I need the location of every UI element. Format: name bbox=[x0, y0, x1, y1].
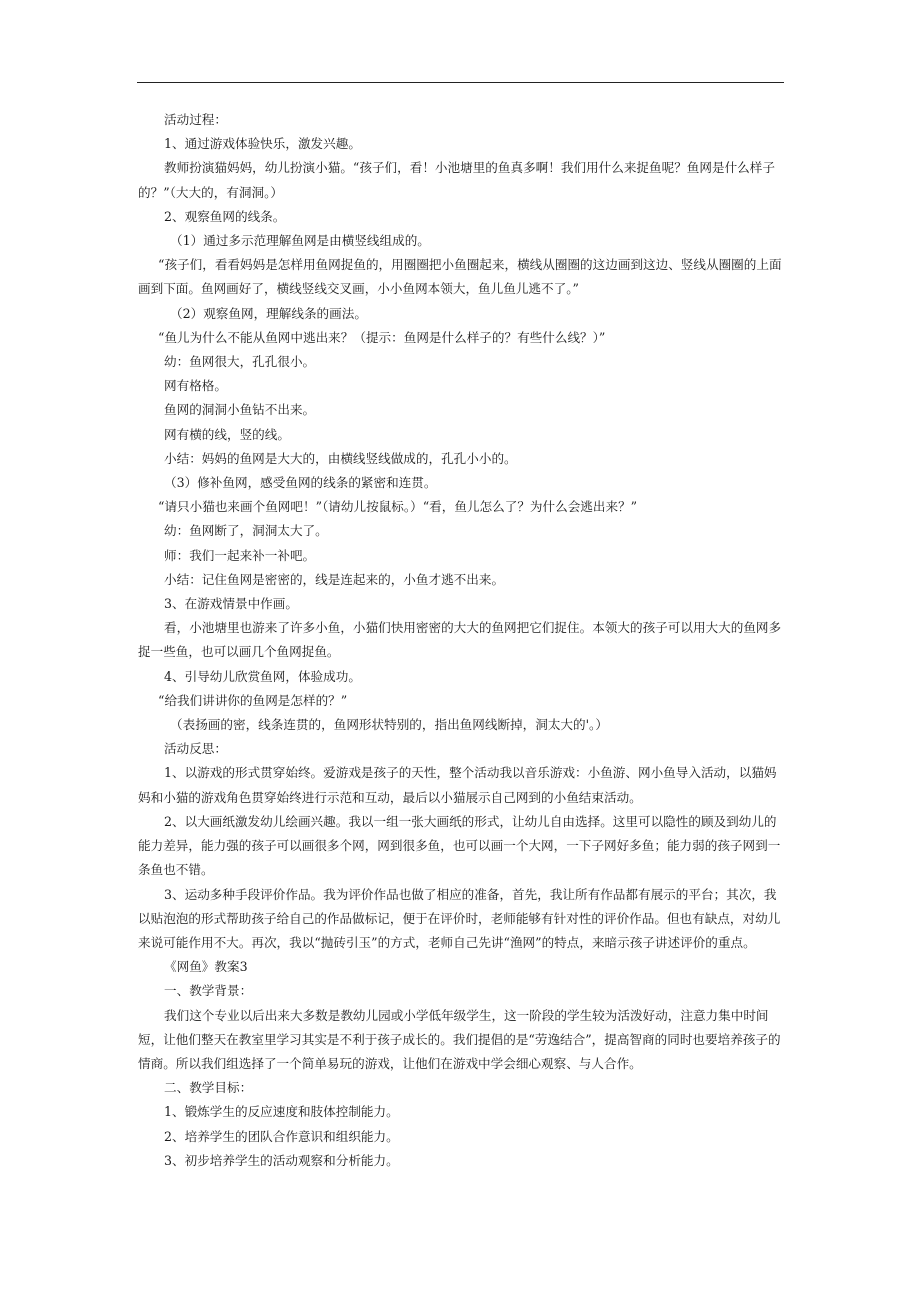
paragraph: 《网鱼》教案3 bbox=[164, 959, 248, 975]
paragraph: 鱼网的洞洞小鱼钻不出来。 bbox=[164, 402, 316, 418]
paragraph: 一、教学背景： bbox=[164, 983, 253, 999]
paragraph: 1、锻炼学生的反应速度和肢体控制能力。 bbox=[164, 1104, 399, 1120]
paragraph: 二、教学目标： bbox=[164, 1080, 253, 1096]
paragraph: 2、以大画纸激发幼儿绘画兴趣。我以一组一张大画纸的形式，让幼儿自由选择。这里可以隐性的顾及到幼儿的能力差异，能力强的孩子可以画很多个网，网到很多鱼，也可以画一个大网，一下子网好多鱼；能力弱的孩子网到一条鱼也不错。 bbox=[138, 813, 781, 878]
paragraph: 网有横的线，竖的线。 bbox=[164, 426, 290, 442]
paragraph: （表扬画的密，线条连贯的，鱼网形状特别的，指出鱼网线断掉，洞太大的'。） bbox=[170, 717, 608, 733]
paragraph: 3、初步培养学生的活动观察和分析能力。 bbox=[164, 1152, 399, 1168]
paragraph: 3、运动多种手段评价作品。我为评价作品也做了相应的准备，首先，我让所有作品都有展示的平台；其次，我以贴泡泡的形式帮助孩子给自己的作品做标记，便于在评价时，老师能够有针对性的评价作品。但也有缺点，对幼儿来说可能作用不大。再次，我以“抛砖引玉”的方式，老师自己先讲“渔网”的特点，来暗示孩子讲述评价的重点。 bbox=[138, 886, 781, 950]
paragraph: “给我们讲讲你的鱼网是怎样的？” bbox=[158, 692, 348, 708]
paragraph: 1、通过游戏体验快乐，激发兴趣。 bbox=[164, 136, 361, 152]
paragraph: （1）通过多示范理解鱼网是由横竖线组成的。 bbox=[170, 233, 430, 249]
paragraph: （2）观察鱼网，理解线条的画法。 bbox=[170, 305, 367, 321]
header-rule bbox=[137, 82, 784, 83]
paragraph: （3）修补鱼网，感受鱼网的线条的紧密和连贯。 bbox=[164, 475, 437, 491]
paragraph: 3、在游戏情景中作画。 bbox=[164, 596, 298, 612]
paragraph: 2、培养学生的团队合作意识和组织能力。 bbox=[164, 1128, 399, 1144]
paragraph: 幼：鱼网很大，孔孔很小。 bbox=[164, 354, 316, 370]
paragraph: 4、引导幼儿欣赏鱼网，体验成功。 bbox=[164, 668, 361, 684]
document-body bbox=[138, 108, 784, 1173]
paragraph: “孩子们，看看妈妈是怎样用鱼网捉鱼的，用圈圈把小鱼圈起来，横线从圈圈的这边画到这边、竖线从圈圈的上面画到下面。鱼网画好了，横线竖线交叉画，小小鱼网本领大，鱼儿鱼儿逃不了。” bbox=[138, 257, 782, 297]
paragraph: 看，小池塘里也游来了许多小鱼，小猫们快用密密的大大的鱼网把它们捉住。本领大的孩子可以用大大的鱼网多捉一些鱼，也可以画几个鱼网捉鱼。 bbox=[138, 620, 782, 660]
paragraph: 我们这个专业以后出来大多数是教幼儿园或小学低年级学生，这一阶段的学生较为活泼好动，注意力集中时间短，让他们整天在教室里学习其实是不利于孩子成长的。我们提倡的是“劳逸结合”，提高智商的同时也要培养孩子的情商。所以我们组选择了一个简单易玩的游戏，让他们在游戏中学会细心观察、与人合作。 bbox=[138, 1007, 781, 1071]
paragraph: 幼：鱼网断了，洞洞太大了。 bbox=[164, 523, 328, 539]
paragraph: 教师扮演猫妈妈，幼儿扮演小猫。“孩子们，看！小池塘里的鱼真多啊！我们用什么来捉鱼呢？鱼网是什么样子的？”（大大的，有洞洞。） bbox=[138, 160, 775, 200]
paragraph: 1、以游戏的形式贯穿始终。爱游戏是孩子的天性，整个活动我以音乐游戏：小鱼游、网小鱼导入活动，以猫妈妈和小猫的游戏角色贯穿始终进行示范和互动，最后以小猫展示自己网到的小鱼结束活动。 bbox=[138, 765, 777, 805]
paragraph: “请只小猫也来画个鱼网吧！”（请幼儿按鼠标。）“看，鱼儿怎么了？为什么会逃出来？” bbox=[158, 499, 638, 515]
paragraph: “鱼儿为什么不能从鱼网中逃出来？（提示：鱼网是什么样子的？有些什么线？）” bbox=[158, 329, 606, 345]
paragraph: 网有格格。 bbox=[164, 378, 227, 394]
paragraph: 师：我们一起来补一补吧。 bbox=[164, 547, 316, 563]
paragraph: 活动过程： bbox=[164, 112, 227, 127]
paragraph: 小结：妈妈的鱼网是大大的，由横线竖线做成的，孔孔小小的。 bbox=[164, 450, 517, 466]
paragraph: 活动反思： bbox=[164, 741, 227, 757]
paragraph: 小结：记住鱼网是密密的，线是连起来的，小鱼才逃不出来。 bbox=[164, 571, 505, 587]
paragraph: 2、观察鱼网的线条。 bbox=[164, 208, 286, 224]
